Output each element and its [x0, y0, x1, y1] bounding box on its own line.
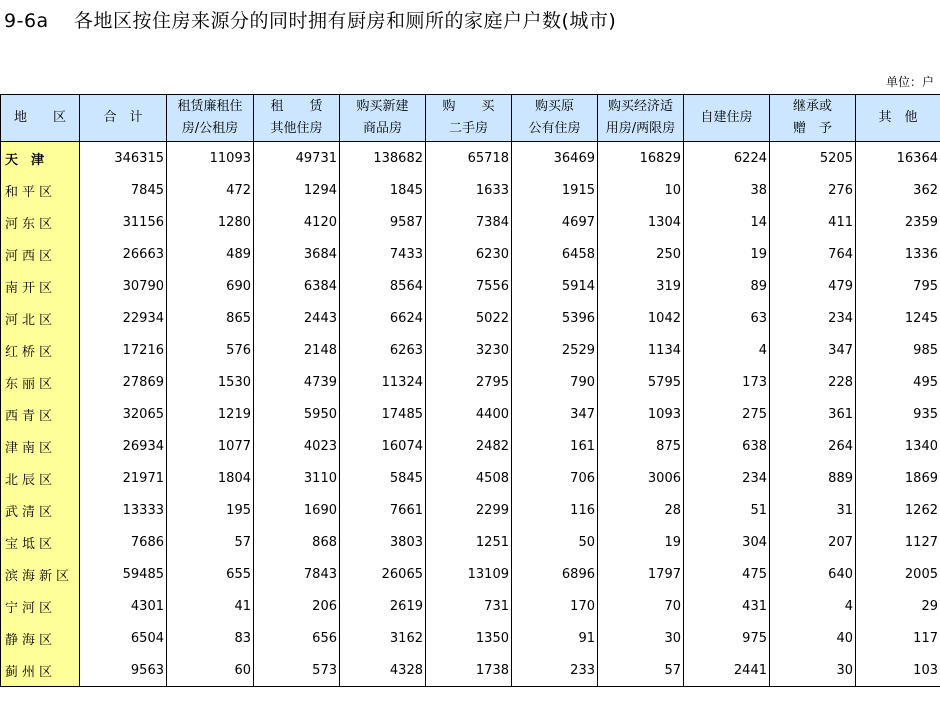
table-row [1, 654, 940, 687]
column-header-line1: 购买原 [534, 99, 574, 114]
value-cell: 1845 [340, 174, 426, 206]
value-cell: 576 [167, 334, 254, 366]
value-cell: 362 [856, 174, 940, 206]
value-cell: 51 [684, 494, 770, 526]
value-cell: 195 [167, 494, 254, 526]
value-cell: 117 [856, 622, 940, 654]
value-cell: 161 [512, 430, 598, 462]
value-cell: 731 [426, 590, 512, 622]
value-cell: 1262 [856, 494, 940, 526]
table-code: 9-6a [4, 10, 49, 32]
value-cell: 1077 [167, 430, 254, 462]
value-cell: 640 [770, 558, 856, 590]
region-cell: 红桥区 [1, 334, 80, 366]
value-cell: 30 [770, 654, 856, 687]
region-cell: 和平区 [1, 174, 80, 206]
page-title [4, 6, 616, 33]
column-header [254, 95, 340, 142]
value-cell: 975 [684, 622, 770, 654]
value-cell: 5950 [254, 398, 340, 430]
value-cell: 36469 [512, 142, 598, 175]
value-cell: 1738 [426, 654, 512, 687]
value-cell: 207 [770, 526, 856, 558]
value-cell: 17485 [340, 398, 426, 430]
value-cell: 4120 [254, 206, 340, 238]
region-cell: 河西区 [1, 238, 80, 270]
header-row [1, 95, 940, 142]
value-cell: 22934 [80, 302, 167, 334]
value-cell: 1093 [598, 398, 684, 430]
value-cell: 6504 [80, 622, 167, 654]
value-cell: 1690 [254, 494, 340, 526]
value-cell: 9563 [80, 654, 167, 687]
value-cell: 4 [770, 590, 856, 622]
table-row [1, 590, 940, 622]
column-header-line1: 购买新建 [356, 99, 409, 114]
value-cell: 29 [856, 590, 940, 622]
value-cell: 868 [254, 526, 340, 558]
column-header-line1: 其 他 [878, 110, 918, 125]
value-cell: 4508 [426, 462, 512, 494]
value-cell: 4739 [254, 366, 340, 398]
value-cell: 31 [770, 494, 856, 526]
value-cell: 3803 [340, 526, 426, 558]
value-cell: 690 [167, 270, 254, 302]
value-cell: 31156 [80, 206, 167, 238]
column-header-line2: 公有住房 [528, 121, 581, 136]
value-cell: 1251 [426, 526, 512, 558]
value-cell: 3162 [340, 622, 426, 654]
table-row [1, 334, 940, 366]
value-cell: 13333 [80, 494, 167, 526]
value-cell: 6224 [684, 142, 770, 175]
value-cell: 49731 [254, 142, 340, 175]
value-cell: 4023 [254, 430, 340, 462]
column-header [80, 95, 167, 142]
value-cell: 38 [684, 174, 770, 206]
region-cell: 蓟州区 [1, 654, 80, 687]
value-cell: 21971 [80, 462, 167, 494]
value-cell: 6384 [254, 270, 340, 302]
column-header [598, 95, 684, 142]
value-cell: 206 [254, 590, 340, 622]
value-cell: 10 [598, 174, 684, 206]
value-cell: 234 [770, 302, 856, 334]
table-row [1, 430, 940, 462]
value-cell: 50 [512, 526, 598, 558]
value-cell: 13109 [426, 558, 512, 590]
region-cell: 滨海新区 [1, 558, 80, 590]
value-cell: 6230 [426, 238, 512, 270]
table-row [1, 238, 940, 270]
value-cell: 7433 [340, 238, 426, 270]
value-cell: 63 [684, 302, 770, 334]
value-cell: 7845 [80, 174, 167, 206]
column-header [684, 95, 770, 142]
column-header-line2: 房/公租房 [181, 121, 239, 136]
value-cell: 1304 [598, 206, 684, 238]
value-cell: 6896 [512, 558, 598, 590]
value-cell: 6624 [340, 302, 426, 334]
value-cell: 431 [684, 590, 770, 622]
value-cell: 41 [167, 590, 254, 622]
value-cell: 638 [684, 430, 770, 462]
value-cell: 2619 [340, 590, 426, 622]
column-header-line1: 租 赁 [270, 99, 323, 114]
table-row [1, 526, 940, 558]
value-cell: 3684 [254, 238, 340, 270]
value-cell: 2443 [254, 302, 340, 334]
value-cell: 1804 [167, 462, 254, 494]
value-cell: 1915 [512, 174, 598, 206]
value-cell: 2529 [512, 334, 598, 366]
value-cell: 11093 [167, 142, 254, 175]
value-cell: 5022 [426, 302, 512, 334]
value-cell: 346315 [80, 142, 167, 175]
region-cell: 天 津 [1, 142, 80, 175]
value-cell: 2148 [254, 334, 340, 366]
value-cell: 103 [856, 654, 940, 687]
value-cell: 60 [167, 654, 254, 687]
value-cell: 138682 [340, 142, 426, 175]
value-cell: 361 [770, 398, 856, 430]
value-cell: 228 [770, 366, 856, 398]
value-cell: 233 [512, 654, 598, 687]
unit-label: 单位：户 [885, 75, 934, 89]
column-header [512, 95, 598, 142]
table-row [1, 398, 940, 430]
value-cell: 89 [684, 270, 770, 302]
column-header-line2: 赠 予 [792, 121, 832, 136]
region-cell: 北辰区 [1, 462, 80, 494]
value-cell: 5795 [598, 366, 684, 398]
value-cell: 1797 [598, 558, 684, 590]
value-cell: 2005 [856, 558, 940, 590]
value-cell: 5845 [340, 462, 426, 494]
value-cell: 875 [598, 430, 684, 462]
value-cell: 1219 [167, 398, 254, 430]
value-cell: 764 [770, 238, 856, 270]
table-body [1, 142, 940, 687]
value-cell: 83 [167, 622, 254, 654]
value-cell: 91 [512, 622, 598, 654]
value-cell: 319 [598, 270, 684, 302]
value-cell: 26934 [80, 430, 167, 462]
value-cell: 4328 [340, 654, 426, 687]
column-header-line1: 地 区 [13, 110, 66, 125]
value-cell: 9587 [340, 206, 426, 238]
value-cell: 3230 [426, 334, 512, 366]
value-cell: 28 [598, 494, 684, 526]
value-cell: 795 [856, 270, 940, 302]
value-cell: 304 [684, 526, 770, 558]
value-cell: 656 [254, 622, 340, 654]
value-cell: 5205 [770, 142, 856, 175]
value-cell: 30790 [80, 270, 167, 302]
value-cell: 57 [167, 526, 254, 558]
column-header [770, 95, 856, 142]
column-header-line2: 二手房 [448, 121, 488, 136]
region-cell: 静海区 [1, 622, 80, 654]
value-cell: 489 [167, 238, 254, 270]
value-cell: 30 [598, 622, 684, 654]
value-cell: 5914 [512, 270, 598, 302]
value-cell: 655 [167, 558, 254, 590]
column-header-line1: 继承或 [792, 99, 832, 114]
value-cell: 1294 [254, 174, 340, 206]
value-cell: 573 [254, 654, 340, 687]
value-cell: 16074 [340, 430, 426, 462]
table-row [1, 494, 940, 526]
value-cell: 276 [770, 174, 856, 206]
value-cell: 985 [856, 334, 940, 366]
column-header [1, 95, 80, 142]
value-cell: 26663 [80, 238, 167, 270]
value-cell: 2359 [856, 206, 940, 238]
value-cell: 11324 [340, 366, 426, 398]
column-header-line2: 用房/两限房 [605, 121, 676, 136]
value-cell: 40 [770, 622, 856, 654]
value-cell: 59485 [80, 558, 167, 590]
value-cell: 495 [856, 366, 940, 398]
region-cell: 西青区 [1, 398, 80, 430]
table-row [1, 366, 940, 398]
column-header-line1: 自建住房 [700, 110, 753, 125]
value-cell: 2441 [684, 654, 770, 687]
value-cell: 889 [770, 462, 856, 494]
column-header-line2: 商品房 [362, 121, 402, 136]
value-cell: 16829 [598, 142, 684, 175]
column-header-line1: 租赁廉租住 [177, 99, 243, 114]
region-cell: 宝坻区 [1, 526, 80, 558]
value-cell: 19 [684, 238, 770, 270]
value-cell: 347 [512, 398, 598, 430]
value-cell: 3110 [254, 462, 340, 494]
value-cell: 26065 [340, 558, 426, 590]
column-header-line2: 其他住房 [270, 121, 323, 136]
value-cell: 472 [167, 174, 254, 206]
table-row [1, 558, 940, 590]
value-cell: 347 [770, 334, 856, 366]
value-cell: 2795 [426, 366, 512, 398]
value-cell: 3006 [598, 462, 684, 494]
value-cell: 7556 [426, 270, 512, 302]
value-cell: 234 [684, 462, 770, 494]
column-header-line1: 合 计 [103, 110, 143, 125]
value-cell: 4697 [512, 206, 598, 238]
value-cell: 2299 [426, 494, 512, 526]
table-row [1, 206, 940, 238]
region-cell: 宁河区 [1, 590, 80, 622]
value-cell: 32065 [80, 398, 167, 430]
value-cell: 790 [512, 366, 598, 398]
column-header [340, 95, 426, 142]
value-cell: 1869 [856, 462, 940, 494]
region-cell: 南开区 [1, 270, 80, 302]
value-cell: 5396 [512, 302, 598, 334]
value-cell: 1350 [426, 622, 512, 654]
value-cell: 14 [684, 206, 770, 238]
region-cell: 津南区 [1, 430, 80, 462]
value-cell: 1127 [856, 526, 940, 558]
value-cell: 7843 [254, 558, 340, 590]
column-header [167, 95, 254, 142]
value-cell: 275 [684, 398, 770, 430]
region-cell: 东丽区 [1, 366, 80, 398]
value-cell: 264 [770, 430, 856, 462]
column-header-line1: 购 买 [442, 99, 495, 114]
value-cell: 479 [770, 270, 856, 302]
region-cell: 武清区 [1, 494, 80, 526]
value-cell: 1633 [426, 174, 512, 206]
value-cell: 70 [598, 590, 684, 622]
table-row [1, 622, 940, 654]
value-cell: 6263 [340, 334, 426, 366]
table-row [1, 270, 940, 302]
value-cell: 706 [512, 462, 598, 494]
column-header [426, 95, 512, 142]
table-title: 各地区按住房来源分的同时拥有厨房和厕所的家庭户户数(城市) [74, 10, 617, 32]
value-cell: 7661 [340, 494, 426, 526]
value-cell: 1280 [167, 206, 254, 238]
table-row [1, 174, 940, 206]
column-header [856, 95, 940, 142]
column-header-line1: 购买经济适 [607, 99, 673, 114]
value-cell: 7384 [426, 206, 512, 238]
region-cell: 河北区 [1, 302, 80, 334]
region-cell: 河东区 [1, 206, 80, 238]
table-row [1, 302, 940, 334]
value-cell: 27869 [80, 366, 167, 398]
value-cell: 65718 [426, 142, 512, 175]
value-cell: 116 [512, 494, 598, 526]
table-row [1, 142, 940, 175]
value-cell: 8564 [340, 270, 426, 302]
value-cell: 1336 [856, 238, 940, 270]
value-cell: 19 [598, 526, 684, 558]
value-cell: 16364 [856, 142, 940, 175]
value-cell: 2482 [426, 430, 512, 462]
value-cell: 4301 [80, 590, 167, 622]
value-cell: 4 [684, 334, 770, 366]
value-cell: 411 [770, 206, 856, 238]
value-cell: 4400 [426, 398, 512, 430]
value-cell: 1530 [167, 366, 254, 398]
value-cell: 475 [684, 558, 770, 590]
value-cell: 1340 [856, 430, 940, 462]
table-row [1, 462, 940, 494]
value-cell: 1042 [598, 302, 684, 334]
value-cell: 57 [598, 654, 684, 687]
value-cell: 935 [856, 398, 940, 430]
value-cell: 1245 [856, 302, 940, 334]
value-cell: 170 [512, 590, 598, 622]
value-cell: 250 [598, 238, 684, 270]
data-table [0, 94, 940, 687]
value-cell: 7686 [80, 526, 167, 558]
value-cell: 173 [684, 366, 770, 398]
value-cell: 17216 [80, 334, 167, 366]
value-cell: 6458 [512, 238, 598, 270]
value-cell: 1134 [598, 334, 684, 366]
value-cell: 865 [167, 302, 254, 334]
